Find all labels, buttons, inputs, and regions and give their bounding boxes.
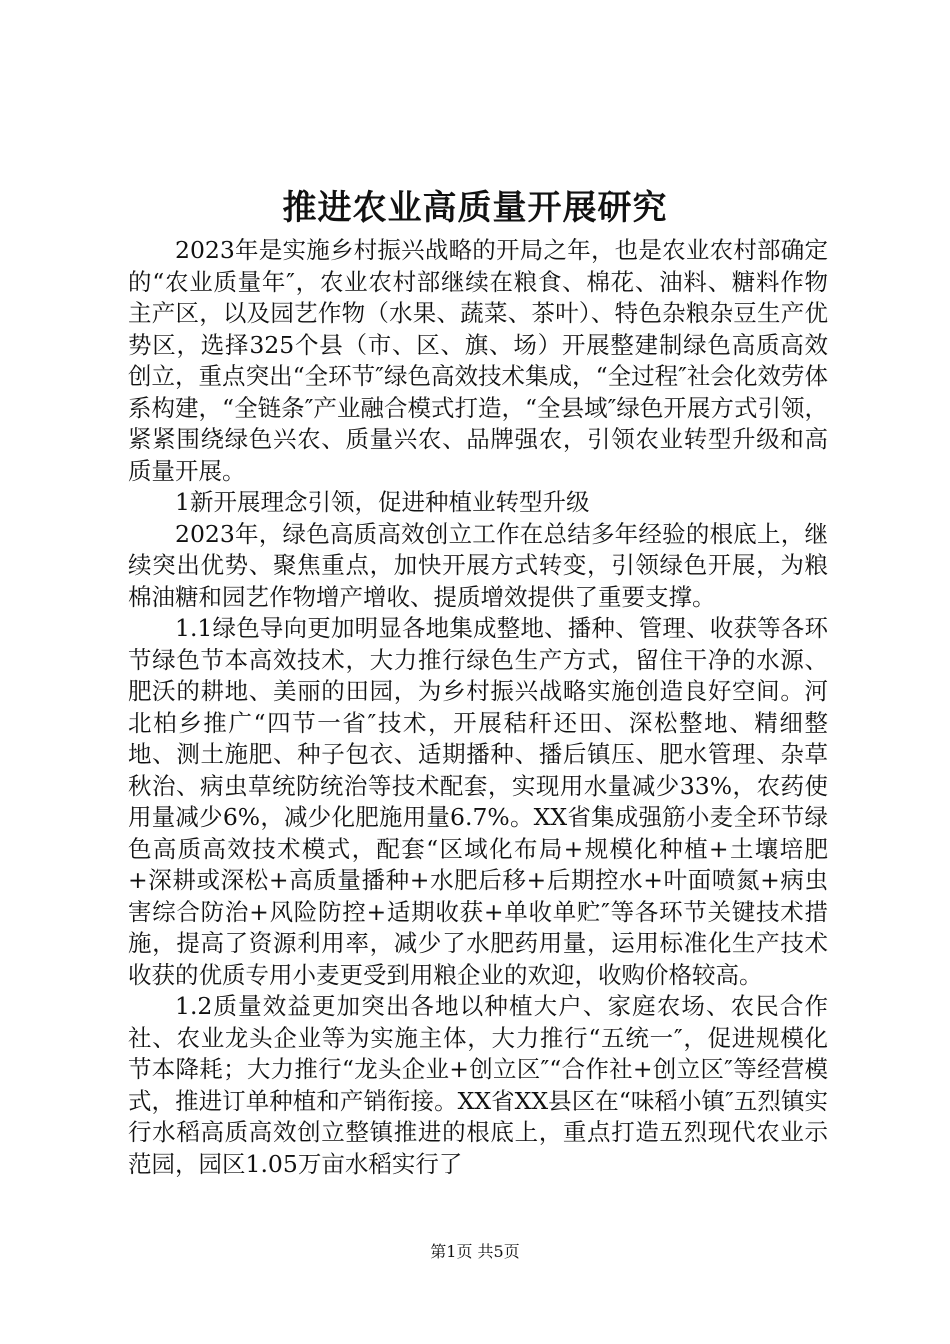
paragraph-1-2: 1.2质量效益更加突出各地以种植大户、家庭农场、农民合作社、农业龙头企业等为实施主体，大力推行“五统一″，促进规模化节本降耗；大力推行“龙头企业+创立区″“合作社+创立区″等经营模式，推进订单种植和产销衔接。XX省XX县区在“味稻小镇″五烈镇实行水稻高质高效创立整镇推进的根底上，重点打造五烈现代农业示范园，园区1.05万亩水稻实行了 — [128, 992, 828, 1178]
document-title: 推进农业高质量开展研究 — [282, 188, 668, 228]
paragraph-intro: 2023年是实施乡村振兴战略的开局之年，也是农业农村部确定的“农业质量年″，农业农村部继续在粮食、棉花、油料、糖料作物主产区，以及园艺作物（水果、蔬菜、茶叶）、特色杂粮杂豆生产优势区，选择325个县（市、区、旗、场）开展整建制绿色高质高效创立，重点突出“全环节″绿色高效技术集成，“全过程″社会化效劳体系构建，“全链条″产业融合模式打造，“全县域″绿色开展方式引领，紧紧围绕绿色兴农、质量兴农、品牌强农，引领农业转型升级和高质量开展。 — [128, 236, 828, 485]
page-footer: 第1页 共5页 — [430, 1242, 520, 1261]
document-body — [128, 235, 828, 1180]
paragraph-1-1: 1.1绿色导向更加明显各地集成整地、播种、管理、收获等各环节绿色节本高效技术，大力推行绿色生产方式，留住干净的水源、肥沃的耕地、美丽的田园，为乡村振兴战略实施创造良好空间。河北柏乡推广“四节一省″技术，开展秸秆还田、深松整地、精细整地、测土施肥、种子包衣、适期播种、播后镇压、肥水管理、杂草秋治、病虫草统防统治等技术配套，实现用水量减少33%，农药使用量减少6%，减少化肥施用量6.7%。XX省集成强筋小麦全环节绿色高质高效技术模式，配套“区域化布局+规模化种植+土壤培肥+深耕或深松+高质量播种+水肥后移+后期控水+叶面喷氮+病虫害综合防治+风险防控+适期收获+单收单贮″等各环节关键技术措施，提高了资源利用率，减少了水肥药用量，运用标准化生产技术收获的优质专用小麦更受到用粮企业的欢迎，收购价格较高。 — [128, 614, 828, 989]
paragraph-section-1: 2023年，绿色高质高效创立工作在总结多年经验的根底上，继续突出优势、聚焦重点，加快开展方式转变，引领绿色开展，为粮棉油糖和园艺作物增产增收、提质增效提供了重要支撑。 — [128, 519, 828, 611]
section-heading-1: 1新开展理念引领，促进种植业转型升级 — [175, 488, 590, 516]
